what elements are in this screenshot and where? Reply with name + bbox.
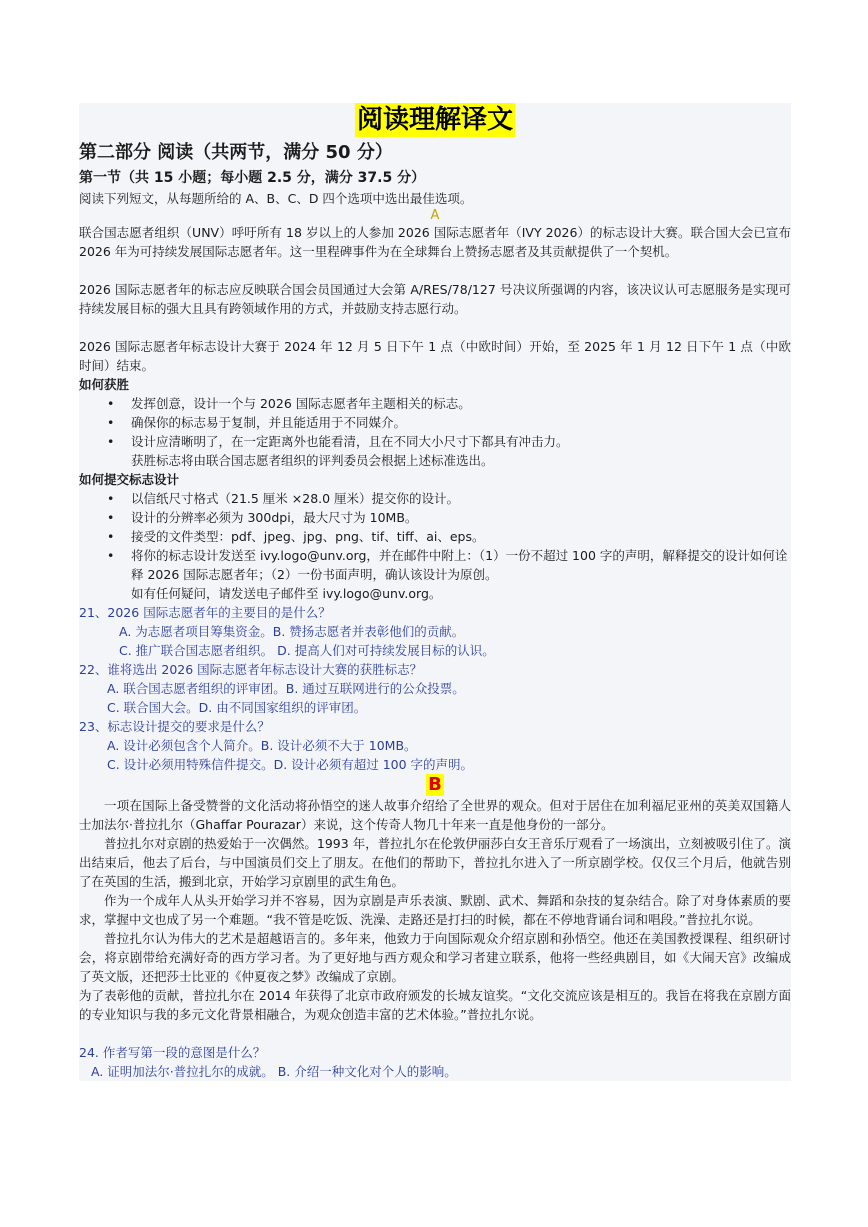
question-22: 22、谁将选出 2026 国际志愿者年标志设计大赛的获胜标志？ bbox=[79, 662, 423, 677]
passage-b-label-row bbox=[79, 774, 791, 796]
question-22-options-ab: A. 联合国志愿者组织的评审团。B. 通过互联网进行的公众投票。 bbox=[107, 681, 465, 696]
passage-b-paragraph-2: 普拉扎尔对京剧的热爱始于一次偶然。1993 年，普拉扎尔在伦敦伊丽莎白女王音乐厅观看了一场演出，立刻被吸引住了。演出结束后，他去了后台，与中国演员们交上了朋友。在他们的帮助下，普拉扎尔进入了一所京剧学校。仅仅三个月后，他就告别了在英国的生活，搬到北京，开始学习京剧里的武生角色。 bbox=[79, 836, 791, 889]
question-21-options-cd: C. 推广联合国志愿者组织。 D. 提高人们对可持续发展目标的认识。 bbox=[119, 643, 495, 658]
passage-a-paragraph-2: 2026 国际志愿者年的标志应反映联合国会员国通过大会第 A/RES/78/127 号决议所强调的内容，该决议认可志愿服务是实现可持续发展目标的强大且具有跨领域作用的方式，并鼓励支持志愿行动。 bbox=[79, 282, 791, 316]
how-to-win-note: 获胜标志将由联合国志愿者组织的评判委员会根据上述标准选出。 bbox=[131, 453, 494, 468]
how-to-win-list bbox=[79, 394, 791, 451]
question-23-options-cd: C. 设计必须用特殊信件提交。D. 设计必须有超过 100 字的声明。 bbox=[107, 757, 474, 772]
list-item: • 接受的文件类型：pdf、jpeg、jpg、png、tif、tiff、ai、eps。 bbox=[107, 529, 485, 544]
section-heading: 第一节（共 15 小题；每小题 2.5 分，满分 37.5 分） bbox=[79, 170, 426, 186]
passage-b-paragraph-5: 为了表彰他的贡献，普拉扎尔在 2014 年获得了北京市政府颁发的长城友谊奖。“文化交流应该是相互的。我旨在将我在京剧方面的专业知识与我的多元文化背景相融合，为观众创造丰富的艺术体验。”普拉扎尔说。 bbox=[79, 988, 791, 1022]
question-22-options-cd: C. 联合国大会。D. 由不同国家组织的评审团。 bbox=[107, 700, 367, 715]
instructions: 阅读下列短文，从每题所给的 A、B、C、D 四个选项中选出最佳选项。 bbox=[79, 191, 473, 206]
passage-b-label: B bbox=[428, 774, 442, 795]
contact-note: 如有任何疑问，请发送电子邮件至 ivy.logo@unv.org。 bbox=[131, 586, 442, 601]
title-row bbox=[79, 103, 791, 139]
list-item: • 发挥创意，设计一个与 2026 国际志愿者年主题相关的标志。 bbox=[107, 396, 471, 411]
question-21: 21、2026 国际志愿者年的主要目的是什么？ bbox=[79, 605, 331, 620]
question-24-options-ab: A. 证明加法尔·普拉扎尔的成就。 B. 介绍一种文化对个人的影响。 bbox=[91, 1064, 457, 1079]
list-item: • 设计的分辨率必须为 300dpi，最大尺寸为 10MB。 bbox=[107, 510, 418, 525]
list-item: • 设计应清晰明了，在一定距离外也能看清，且在不同大小尺寸下都具有冲击力。 bbox=[107, 434, 569, 449]
passage-b-paragraph-1: 一项在国际上备受赞誉的文化活动将孙悟空的迷人故事介绍给了全世界的观众。但对于居住在加利福尼亚州的英美双国籍人士加法尔·普拉扎尔（Ghaffar Pourazar）来说，这个传奇人物几十年来一直是他身份的一部分。 bbox=[79, 798, 791, 832]
list-item: • 将你的标志设计发送至 ivy.logo@unv.org，并在邮件中附上：（1）一份不超过 100 字的声明，解释提交的设计如何诠释 2026 国际志愿者年；（2）一份书面声明，确认该设计为原创。 bbox=[107, 548, 788, 582]
passage-a-paragraph-1: 联合国志愿者组织（UNV）呼吁所有 18 岁以上的人参加 2026 国际志愿者年（IVY 2026）的标志设计大赛。联合国大会已宣布 2026 年为可持续发展国际志愿者年。这一里程碑事件为在全球舞台上赞扬志愿者及其贡献提供了一个契机。 bbox=[79, 225, 791, 259]
list-item: • 确保你的标志易于复制，并且能适用于不同媒介。 bbox=[107, 415, 407, 430]
question-24: 24. 作者写第一段的意图是什么？ bbox=[79, 1045, 266, 1060]
how-to-win-heading: 如何获胜 bbox=[79, 377, 130, 392]
how-to-submit-list bbox=[79, 489, 791, 584]
question-23-options-ab: A. 设计必须包含个人简介。B. 设计必须不大于 10MB。 bbox=[107, 738, 417, 753]
question-21-options-ab: A. 为志愿者项目筹集资金。B. 赞扬志愿者并表彰他们的贡献。 bbox=[119, 624, 465, 639]
passage-a-label: A bbox=[430, 208, 440, 223]
document-page bbox=[79, 103, 791, 1081]
passage-a-paragraph-3: 2026 国际志愿者年标志设计大赛于 2024 年 12 月 5 日下午 1 点（中欧时间）开始，至 2025 年 1 月 12 日下午 1 点（中欧时间）结束。 bbox=[79, 339, 791, 373]
question-23: 23、标志设计提交的要求是什么？ bbox=[79, 719, 270, 734]
passage-b-paragraph-4: 普拉扎尔认为伟大的艺术是超越语言的。多年来，他致力于向国际观众介绍京剧和孙悟空。他还在美国教授课程、组织研讨会，将京剧带给充满好奇的西方学习者。为了更好地与西方观众和学习者建立联系，他将一些经典剧目，如《大闹天宫》改编成了英文版，还把莎士比亚的《仲夏夜之梦》改编成了京剧。 bbox=[79, 931, 791, 984]
page-title: 阅读理解译文 bbox=[356, 105, 513, 135]
list-item: • 以信纸尺寸格式（21.5 厘米 ×28.0 厘米）提交你的设计。 bbox=[107, 491, 460, 506]
how-to-submit-heading: 如何提交标志设计 bbox=[79, 472, 180, 487]
part-heading: 第二部分 阅读（共两节，满分 50 分） bbox=[79, 142, 393, 163]
passage-b-paragraph-3: 作为一个成年人从头开始学习并不容易，因为京剧是声乐表演、默剧、武术、舞蹈和杂技的复杂结合。除了对身体素质的要求，掌握中文也成了另一个难题。“我不管是吃饭、洗澡、走路还是打扫的时候，都在不停地背诵台词和唱段。”普拉扎尔说。 bbox=[79, 893, 791, 927]
